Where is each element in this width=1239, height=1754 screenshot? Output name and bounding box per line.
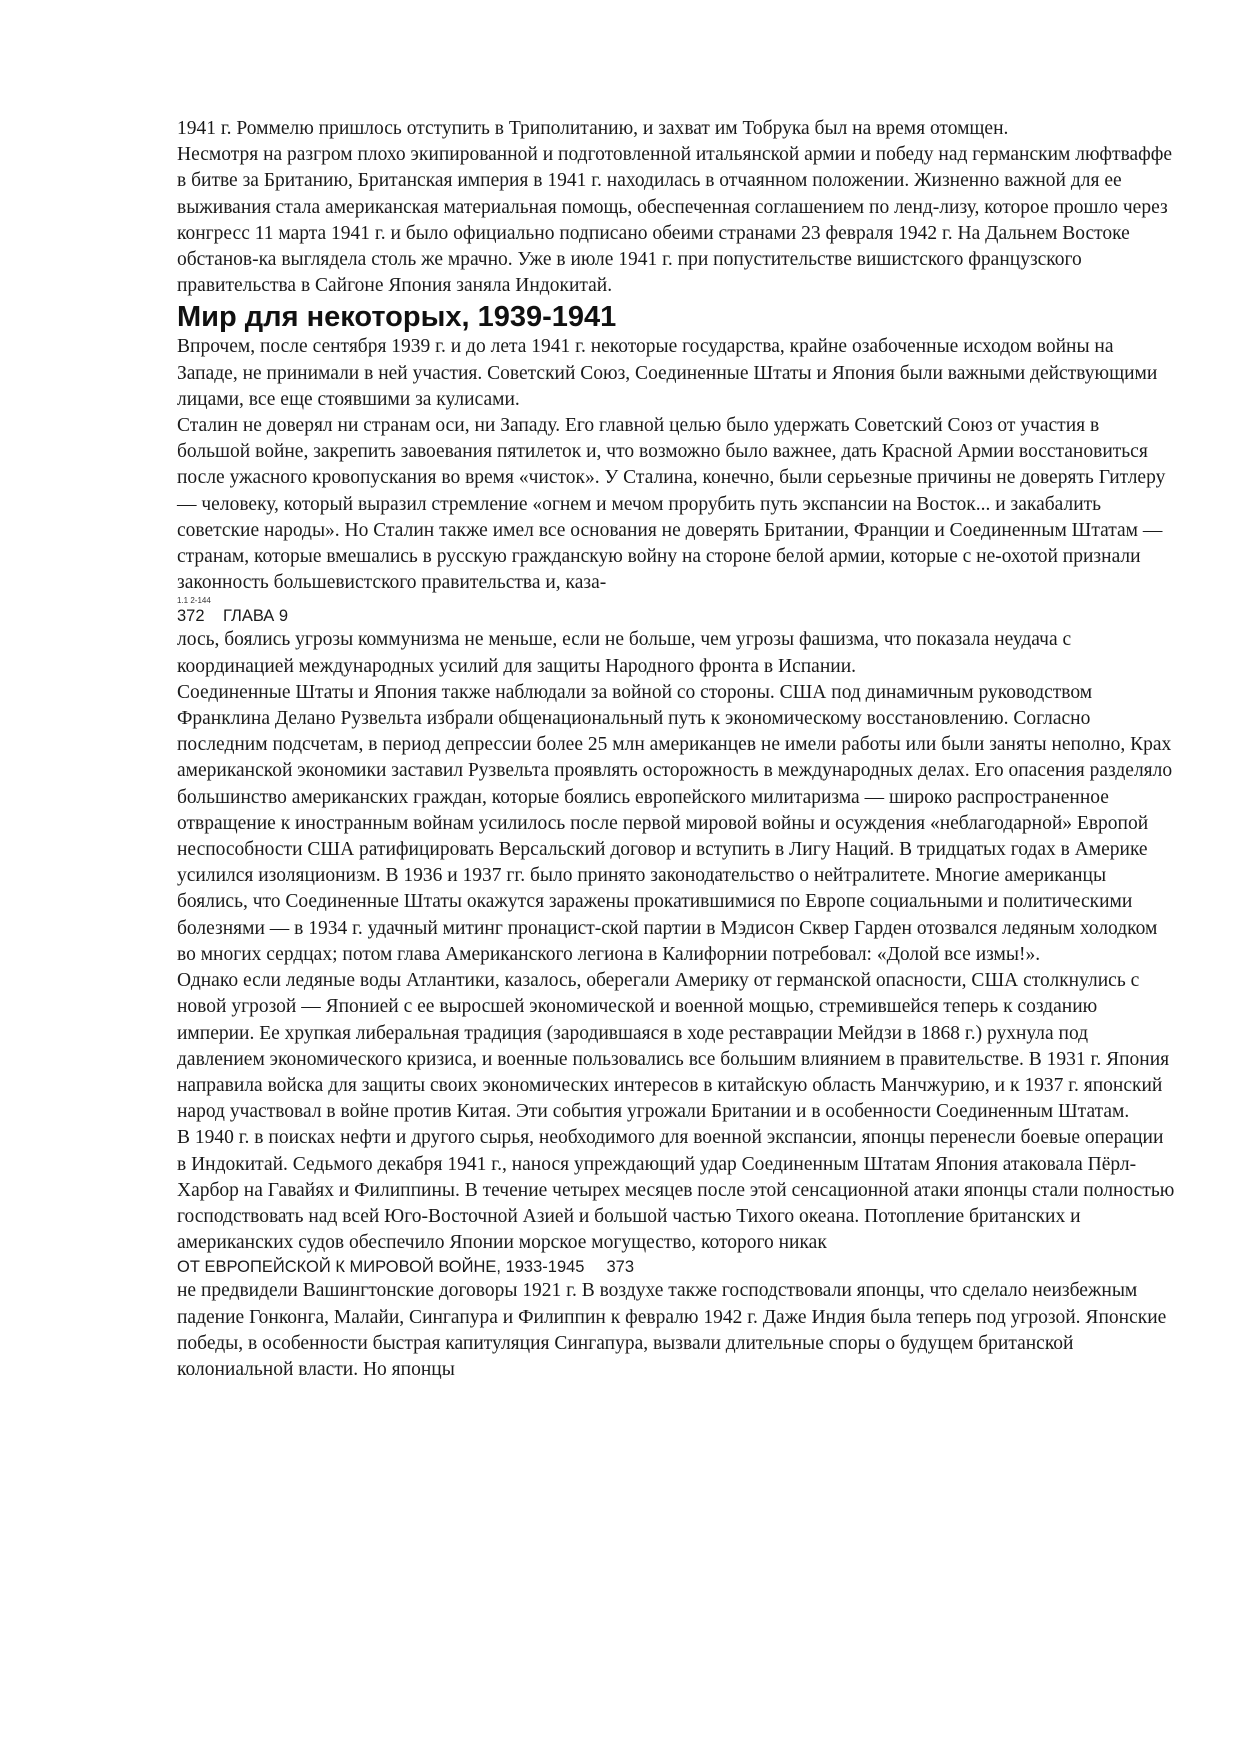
paragraph-japan-threat: Однако если ледяные воды Атлантики, казалось, оберегали Америку от германской опасности, США столкнулись с новой угрозой — Японией с ее выросшей экономической и военной мощью, стремившейся теперь к созданию империи. Ее хрупкая либеральная традиция (зародившаяся в ходе реставрации Мейдзи в 1868 г.) рухнула под давлением экономического кризиса, и военные пользовались все большим влиянием в правительстве. В 1931 г. Япония направила войска для защиты своих экономических интересов в китайскую область Манчжурию, и к 1937 г. японский народ участвовал в войне против Китая. Эти события угрожали Британии и в особенности Соединенным Штатам.	[177, 970, 1170, 1123]
paragraph-stalin: Сталин не доверял ни странам оси, ни Западу. Его главной целью было удержать Советский Союз от участия в большой войне, закрепить завоевания пятилеток и, что возможно было важнее, дать Красной Армии восстановиться после ужасного кровопускания во время «чисток». У Сталина, конечно, были серьезные причины не доверять Гитлеру — человеку, который выразил стремление «огнем и мечом прорубить путь экспансии на Восток... и закабалить советские народы». Но Сталин также имел все основания не доверять Британии, Франции и Соединенным Штатам — странам, которые вмешались в русскую гражданскую войну на стороне белой армии, которые с не-охотой признали законность большевистского правительства и, каза-	[177, 415, 1166, 594]
section-heading: Мир для некоторых, 1939-1941	[177, 301, 617, 334]
running-head-372	[177, 605, 1177, 627]
document-page	[177, 116, 1177, 1383]
paragraph-neutral-states: Впрочем, после сентября 1939 г. и до лета 1941 г. некоторые государства, крайне озабоченные исходом войны на Западе, не принимали в ней участия. Советский Союз, Соединенные Штаты и Япония были важными действующими лицами, все еще стоявшими за кулисами.	[177, 336, 1158, 410]
chapter-title: ГЛАВА 9	[223, 607, 289, 626]
paragraph-rommel: 1941 г. Роммелю пришлось отступить в Триполитанию, и захват им Тобрука был на время отомщен.	[177, 118, 1009, 139]
page-number: 373	[606, 1258, 635, 1277]
book-part-title: ОТ ЕВРОПЕЙСКОЙ К МИРОВОЙ ВОЙНЕ, 1933-1945	[177, 1258, 585, 1277]
running-head-373	[177, 1256, 1177, 1278]
paragraph-washington-treaties: не предвидели Вашингтонские договоры 1921 г. В воздухе также господствовали японцы, что сделало неизбежным падение Гонконга, Малайи, Сингапура и Филиппин к февралю 1942 г. Даже Индия была теперь под угрозой. Японские победы, в особенности быстрая капитуляция Сингапура, вызвали длительные споры о будущем британской колониальной власти. Но японцы	[177, 1280, 1167, 1380]
page-marker: 1.1 2-144	[177, 596, 211, 606]
paragraph-usa-japan: Соединенные Штаты и Япония также наблюдали за войной со стороны. США под динамичным руководством Франклина Делано Рузвельта избрали общенациональный путь к экономическому восстановлению. Согласно последним подсчетам, в период депрессии более 25 млн американцев не имели работы или были заняты неполно, Крах американской экономики заставил Рузвельта проявлять осторожность в международных делах. Его опасения разделяло большинство американских граждан, которые боялись европейского милитаризма — широко распространенное отвращение к иностранным войнам усилилось после первой мировой войны и осуждения «неблагодарной» Европой неспособности США ратифицировать Версальский договор и вступить в Лигу Наций. В тридцатых годах в Америке усилился изоляционизм. В 1936 и 1937 гг. было принято законодательство о нейтралитете. Многие американцы боялись, что Соединенные Штаты окажутся заражены прокатившимися по Европе социальными и политическими болезнями — в 1934 г. удачный митинг пронацист-ской партии в Мэдисон Сквер Гарден отозвался ледяным холодком во многих сердцах; потом глава Американского легиона в Калифорнии потребовал: «Долой все измы!».	[177, 681, 1173, 965]
page-number: 372	[177, 607, 205, 626]
paragraph-british-empire: Несмотря на разгром плохо экипированной и подготовленной итальянской армии и победу над германским люфтваффе в битве за Британию, Британская империя в 1941 г. находилась в отчаянном положении. Жизненно важной для ее выживания стала американская материальная помощь, обеспеченная соглашением по ленд-лизу, которое прошло через конгресс 11 марта 1941 г. и было официально подписано обеими странами 23 февраля 1942 г. На Дальнем Востоке обстанов-ка выглядела столь же мрачно. Уже в июле 1941 г. при попустительстве вишистского французского правительства в Сайгоне Япония заняла Индокитай.	[177, 144, 1172, 297]
paragraph-fear-communism: лось, боялись угрозы коммунизма не меньше, если не больше, чем угрозы фашизма, что показала неудача с координацией международных усилий для защиты Народного фронта в Испании.	[177, 629, 1072, 677]
paragraph-pearl-harbor: В 1940 г. в поисках нефти и другого сырья, необходимого для военной экспансии, японцы перенесли боевые операции в Индокитай. Седьмого декабря 1941 г., нанося упреждающий удар Соединенным Штатам Япония атаковала Пёрл-Харбор на Гавайях и Филиппины. В течение четырех месяцев после этой сенсационной атаки японцы стали полностью господствовать над всей Юго-Восточной Азией и большой частью Тихого океана. Потопление британских и американских судов обеспечило Японии морское могущество, которого никак	[177, 1127, 1175, 1254]
